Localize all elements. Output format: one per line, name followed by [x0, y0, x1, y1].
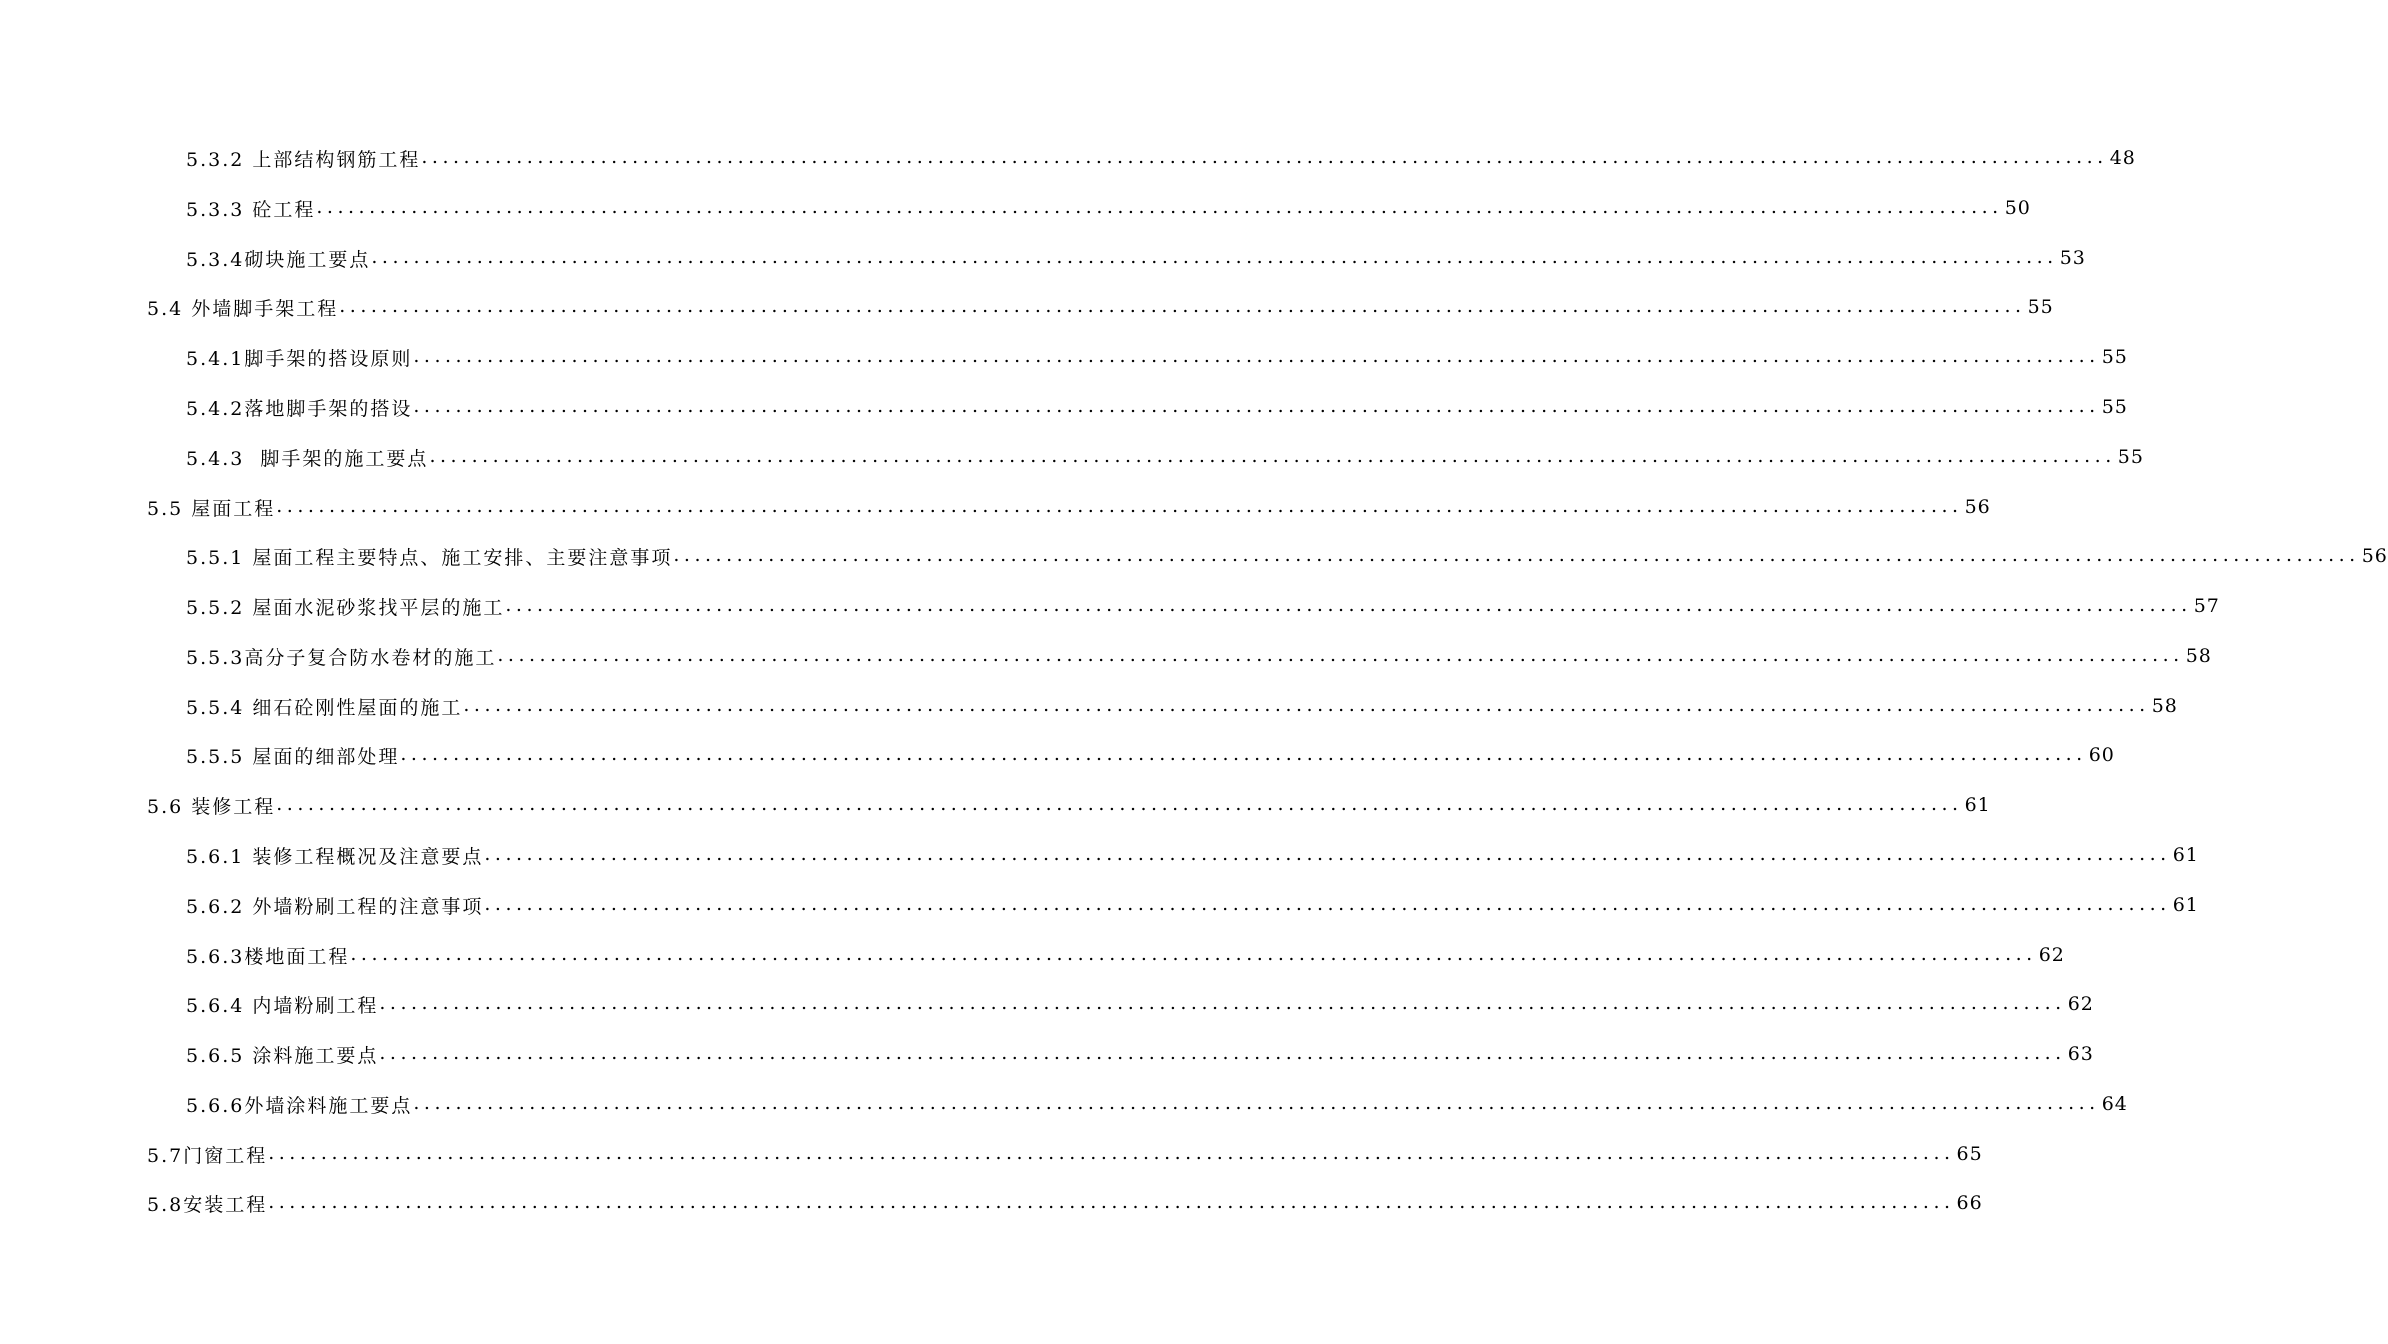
toc-entry — [186, 442, 2144, 472]
toc-page-number: 61 — [1964, 794, 1991, 816]
toc-entry — [186, 342, 2128, 372]
toc-entry — [147, 292, 2054, 322]
toc-page-number: 50 — [2004, 197, 2031, 219]
toc-entry-title: 5.4 外墙脚手架工程 — [147, 297, 339, 320]
toc-page-number: 55 — [2027, 296, 2054, 318]
toc-dot-leader: ................................................................................................................................................................ — [379, 992, 2066, 1014]
toc-entry-title: 5.3.3 砼工程 — [186, 198, 316, 221]
toc-dot-leader: ................................................................................................................................................................ — [400, 743, 2087, 765]
toc-entry-title: 5.8安装工程 — [147, 1193, 268, 1216]
toc-page-number: 62 — [2038, 944, 2065, 966]
toc-dot-leader: ................................................................................................................................................................ — [316, 196, 2003, 218]
toc-entry-title: 5.6.3楼地面工程 — [186, 945, 350, 968]
toc-entry-title: 5.5.1 屋面工程主要特点、施工安排、主要注意事项 — [186, 546, 673, 569]
toc-dot-leader: ................................................................................................................................................................ — [276, 793, 1963, 815]
toc-page-number: 62 — [2067, 993, 2094, 1015]
toc-entry-title: 5.4.1脚手架的搭设原则 — [186, 347, 413, 370]
toc-entry — [186, 243, 2086, 273]
toc-dot-leader: ................................................................................................................................................................ — [339, 295, 2026, 317]
toc-entry-title: 5.7门窗工程 — [147, 1144, 268, 1167]
toc-entry-title: 5.6.1 装修工程概况及注意要点 — [186, 845, 484, 868]
toc-dot-leader: ................................................................................................................................................................ — [484, 893, 2171, 915]
toc-dot-leader: ................................................................................................................................................................ — [463, 694, 2150, 716]
toc-entry-title: 5.4.3 脚手架的施工要点 — [186, 447, 429, 470]
toc-page-number: 63 — [2067, 1043, 2094, 1065]
toc-entry-title: 5.5.4 细石砼刚性屋面的施工 — [186, 696, 463, 719]
toc-entry-title: 5.5.5 屋面的细部处理 — [186, 745, 400, 768]
toc-entry-title: 5.3.4砌块施工要点 — [186, 248, 371, 271]
toc-entry — [186, 1039, 2094, 1069]
toc-dot-leader: ................................................................................................................................................................ — [505, 594, 2192, 616]
toc-entry-title: 5.5.2 屋面水泥砂浆找平层的施工 — [186, 596, 505, 619]
toc-page-number: 64 — [2101, 1093, 2128, 1115]
toc-dot-leader: ................................................................................................................................................................ — [413, 1092, 2100, 1114]
toc-page-number: 58 — [2151, 695, 2178, 717]
toc-page-number: 61 — [2172, 894, 2199, 916]
toc-dot-leader: ................................................................................................................................................................ — [371, 246, 2058, 268]
toc-entry-title: 5.3.2 上部结构钢筋工程 — [186, 148, 421, 171]
toc-entry — [186, 392, 2128, 422]
toc-page-number: 58 — [2185, 645, 2212, 667]
toc-entry — [186, 989, 2094, 1019]
toc-entry-title: 5.6.2 外墙粉刷工程的注意事项 — [186, 895, 484, 918]
toc-entry — [186, 940, 2065, 970]
toc-entry-title: 5.6 装修工程 — [147, 795, 276, 818]
toc-page-number: 61 — [2172, 844, 2199, 866]
toc-dot-leader: ................................................................................................................................................................ — [413, 395, 2100, 417]
toc-dot-leader: ................................................................................................................................................................ — [673, 544, 2360, 566]
toc-dot-leader: ................................................................................................................................................................ — [268, 1142, 1955, 1164]
toc-entry — [186, 193, 2031, 223]
toc-page-number: 48 — [2109, 147, 2136, 169]
toc-page-number: 53 — [2059, 247, 2086, 269]
toc-page-number: 57 — [2193, 595, 2220, 617]
toc-entry — [186, 890, 2199, 920]
toc-entry — [186, 1089, 2128, 1119]
toc-dot-leader: ................................................................................................................................................................ — [350, 943, 2037, 965]
toc-page-number: 56 — [1964, 496, 1991, 518]
toc-entry — [186, 691, 2178, 721]
toc-entry — [147, 1188, 1983, 1218]
toc-dot-leader: ................................................................................................................................................................ — [497, 644, 2184, 666]
toc-page-number: 60 — [2088, 744, 2115, 766]
toc-entry — [186, 641, 2212, 671]
toc-page-number: 65 — [1956, 1143, 1983, 1165]
toc-entry — [186, 840, 2199, 870]
toc-entry-title: 5.5 屋面工程 — [147, 497, 276, 520]
toc-entry — [186, 740, 2115, 770]
toc-page-number: 55 — [2117, 446, 2144, 468]
toc-entry — [147, 492, 1991, 522]
toc-entry-title: 5.6.5 涂料施工要点 — [186, 1044, 379, 1067]
toc-page-number: 56 — [2361, 545, 2388, 567]
toc-page-number: 55 — [2101, 396, 2128, 418]
toc-entry-title: 5.6.4 内墙粉刷工程 — [186, 994, 379, 1017]
toc-entry — [186, 541, 2388, 571]
toc-dot-leader: ................................................................................................................................................................ — [429, 445, 2116, 467]
toc-dot-leader: ................................................................................................................................................................ — [421, 146, 2108, 168]
toc-page-number: 66 — [1956, 1192, 1983, 1214]
toc-dot-leader: ................................................................................................................................................................ — [268, 1191, 1955, 1213]
toc-entry-title: 5.6.6外墙涂料施工要点 — [186, 1094, 413, 1117]
toc-entry — [147, 790, 1991, 820]
toc-entry — [147, 1139, 1983, 1169]
toc-dot-leader: ................................................................................................................................................................ — [413, 345, 2100, 367]
toc-dot-leader: ................................................................................................................................................................ — [484, 843, 2171, 865]
toc-entry-title: 5.4.2落地脚手架的搭设 — [186, 397, 413, 420]
toc-dot-leader: ................................................................................................................................................................ — [379, 1042, 2066, 1064]
toc-dot-leader: ................................................................................................................................................................ — [276, 495, 1963, 517]
toc-entry — [186, 591, 2220, 621]
toc-page-number: 55 — [2101, 346, 2128, 368]
toc-entry — [186, 143, 2136, 173]
toc-entry-title: 5.5.3高分子复合防水卷材的施工 — [186, 646, 497, 669]
